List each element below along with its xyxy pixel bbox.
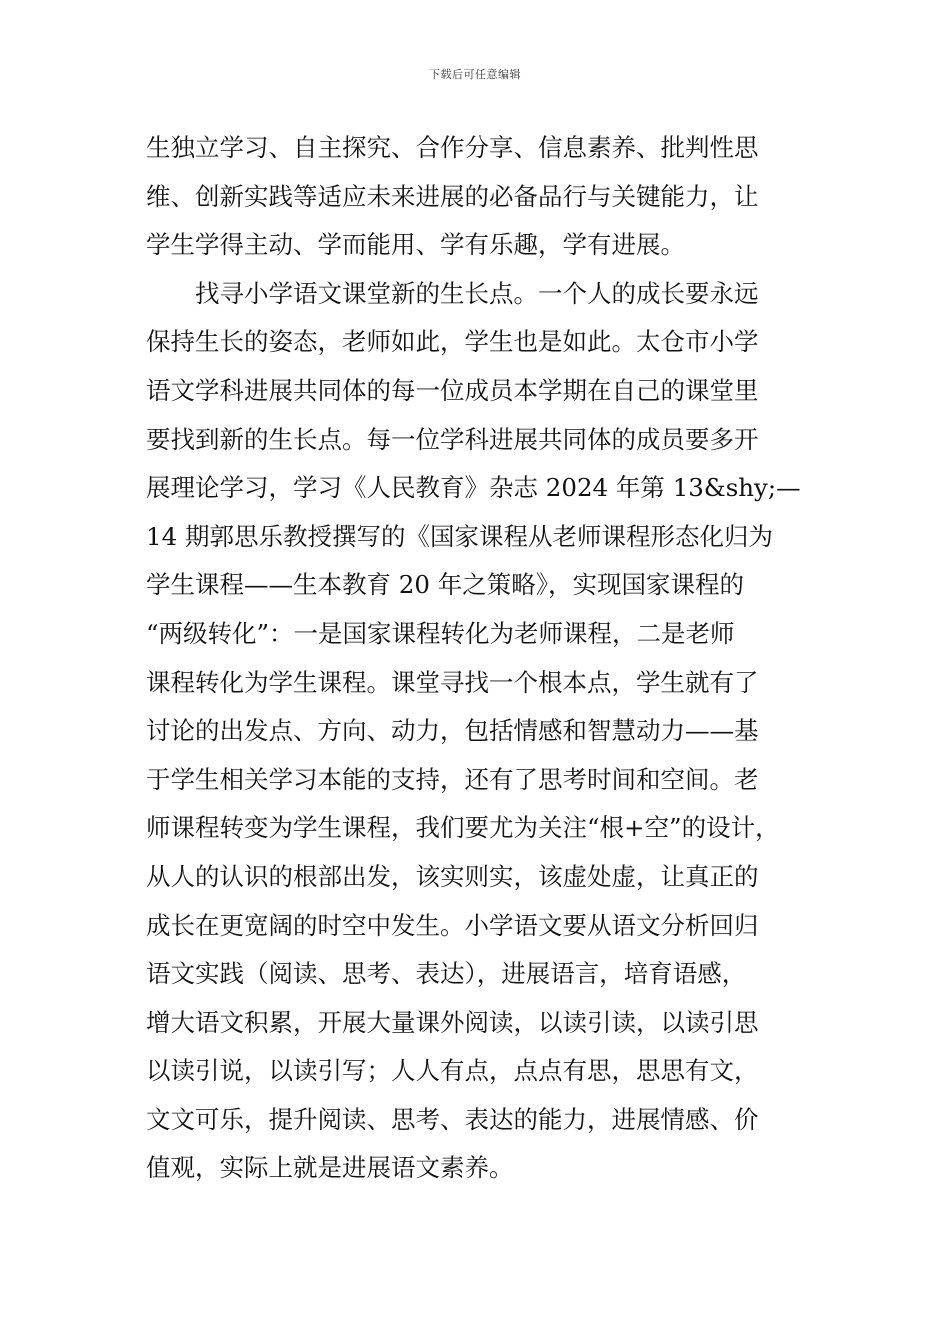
text-line: 语文学科进展共同体的每一位成员本学期在自己的课堂里: [146, 375, 759, 405]
text-line: 以读引说，以读引写；人人有点，点点有思，思思有文，: [146, 1056, 759, 1086]
text-line: 成长在更宽阔的时空中发生。小学语文要从语文分析回归: [146, 910, 759, 940]
text-line: 学生课程——生本教育 20 年之策略》，实现国家课程的: [146, 570, 744, 600]
text-line: 师课程转变为学生课程，我们要尤为关注“根+空”的设计，: [146, 813, 780, 843]
text-line: 值观，实际上就是进展语文素养。: [146, 1153, 514, 1183]
text-line: 文文可乐，提升阅读、思考、表达的能力，进展情感、价: [146, 1104, 759, 1134]
text-line: 维、创新实践等适应未来进展的必备品行与关键能力，让: [146, 181, 759, 211]
page-header: 下载后可任意编辑: [429, 68, 521, 81]
text-line: 14 期郭思乐教授撰写的《国家课程从老师课程形态化归为: [146, 521, 773, 551]
text-line: 于学生相关学习本能的支持，还有了思考时间和空间。老: [146, 764, 759, 794]
text-line: 要找到新的生长点。每一位学科进展共同体的成员要多开: [146, 424, 759, 454]
text-line: 从人的认识的根部出发，该实则实，该虚处虚，让真正的: [146, 861, 759, 891]
text-line: 增大语文积累，开展大量课外阅读，以读引读，以读引思: [146, 1007, 759, 1037]
text-line: 生独立学习、自主探究、合作分享、信息素养、批判性思: [146, 133, 759, 162]
text-line: 讨论的出发点、方向、动力，包括情感和智慧动力——基: [146, 716, 759, 746]
text-line: 课程转化为学生课程。课堂寻找一个根本点，学生就有了: [146, 667, 759, 697]
text-line: 语文实践（阅读、思考、表达），进展语言，培育语感，: [146, 959, 747, 989]
text-line: “两级转化”：一是国家课程转化为老师课程，二是老师: [146, 618, 735, 648]
body-text: [146, 124, 812, 1193]
text-line: 保持生长的姿态，老师如此，学生也是如此。太仓市小学: [146, 327, 759, 357]
text-line: 找寻小学语文课堂新的生长点。一个人的成长要永远: [146, 278, 759, 308]
text-line: 展理论学习，学习《人民教育》杂志 2024 年第 13&shy;—: [146, 473, 801, 503]
text-line: 学生学得主动、学而能用、学有乐趣，学有进展。: [146, 230, 685, 260]
